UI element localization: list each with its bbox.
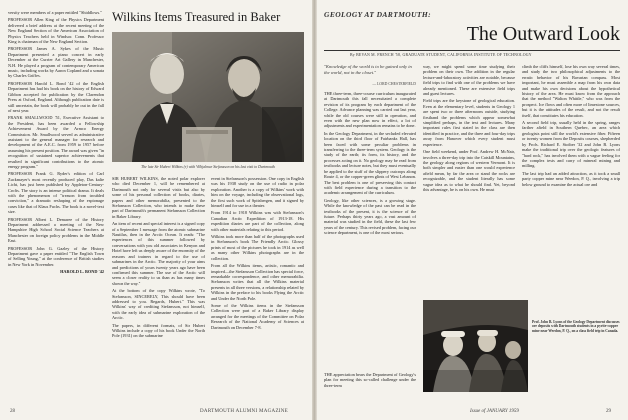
left-footer-title: DARTMOUTH ALUMNI MAGAZINE: [200, 409, 289, 414]
left-headline: Wilkins Items Treasured in Baker: [112, 10, 281, 24]
right-page-number: 29: [606, 409, 611, 414]
paragraph: versity were members of a paper entitled "Shiddlows.": [8, 10, 102, 15]
paragraph: PROFESSOR Albert L. Demaree of the History Department addressed a meeting of the New Hampshire High School Social Science Teachers at Manchester on foreign policy problems in the Middle East.: [8, 216, 104, 244]
spine-gutter: [312, 0, 317, 420]
photo-illustration: [423, 300, 528, 392]
right-column-1: [324, 91, 416, 397]
epigraph-attribution: — LORD CHESTERFIELD: [372, 82, 416, 86]
left-column-3: [211, 176, 304, 398]
right-column-2: [423, 64, 515, 296]
author-signoff: HAROLD L. BOND '42: [60, 269, 104, 275]
paragraph: The papers, in different formats, of Sir Hubert Wilkins include a copy of his book Under the North Pole (1931) on the submarine: [112, 322, 205, 339]
paragraph: way, we might spend some time studying their problem on their own. The addition in the regular lecture-and-laboratory activities are notable, because field trips to find with one of the problems we have already mentioned. These are extensive field trips and guest lectures.: [423, 64, 515, 97]
paragraph: The last trip had an added attraction, as it took a small party copper mine near Weedon, P. Q., involving a trip below ground to examine the actual ore and: [522, 170, 620, 187]
paragraph: PROFESSOR Allen King of the Physics Department delivered a brief address at the recent meeting of the New England Section of the American Association of Physics Teachers held in Windsor. Conn. Professor King is chairman of the New England Section.: [8, 17, 104, 45]
epigraph: "Knowledge of the world is to be gained only in the world, not in the closet.": [324, 64, 412, 75]
paragraph: One field weekend, under Prof. Andrew H. McNair, involves a three-day trip into the Catskill Mountains, the geology along regions of western Vermont. It is both simpler and easier than one would experience afield mean, by far the area or stand the rocks are recognizable, and the student literally has some vague idea as to what he should find. Yet, beyond this advantage, he is on his own. He must: [423, 149, 515, 192]
paragraph: An item of recent and special interest is a signed copy of a September 1 message from the atomic submarine Nautilus, then in the Arctic Ocean. It reads: "The experiences of this summer followed by conversations with you old associates in Kenyon and Hotel have left us deeply aware of the enormity of the reasons and trainers in regard to the use of submarines in the Arctic. The majority of your aims and predictions of yours twenty years ago have been confirmed this summer. The use of the Arctic will seem a closer reality to us than as has many times shown the way.": [112, 221, 205, 286]
title-rule: [324, 50, 620, 51]
right-photo-caption: Prof. John B. Lyons of the Geology Department discusses ore deposits with Dartmouth students in a pyrite-copper mine near Weedon, P. Q., on a class field trip in Canada.: [532, 320, 620, 333]
right-footer-title: Issue of JANUARY 1959: [470, 409, 519, 414]
paragraph: FRANK SMALLWOOD '51, Executive Assistant to the President, has been awarded a Fellowship Achievement Award by the Armco Energy Commission. Mr. Smallwood served as administrative assistant to the general manager for research and development of the A.E.C. from 1959 to 1957 before assuming his present position. The award was given "in recognition of sustained superior achievements that resulted in significant contributions to the atomic energy program.": [8, 115, 104, 169]
left-page-number: 28: [10, 409, 15, 414]
paragraph: At the bottom of the copy Wilkins wrote, "To Stefansson, SINCERELY, This should have been addressed to you. Regards, Hubert." This was Wilkins' way of crediting Stefansson, not himself, with the early idea of submarine exploration of the Arctic.: [112, 288, 205, 321]
right-column-3: [522, 64, 620, 296]
article-title: The Outward Look: [466, 23, 620, 45]
paragraph: PROFESSOR Harold L. Bond '42 of the English Department has had his book on the history of Edward Gibbon accepted for publication by the Clarendon Press at Oxford, England. Although publication date is still uncertain, the book will probably be out in the fall of next year.: [8, 80, 104, 113]
paragraph: climb the cliffs himself, lose his own way several times, and study the two philosophical adjustments to the erratic behavior of his Bavarian compass. Most important, he must assemble a map from his own data and make his own decisions about the hypothetical history of the area. He must know from the approach that the method "Walton Whittle," who was from the prospect. Ice flows and often more of limestone sources, but it is the attitudes of the result, and not the result itself, that constitutes his education.: [522, 64, 620, 118]
paragraph: Wilkins took more than half of the photographs used in Stefansson's book The Friendly Arctic. Glossy prints of most of the pictures he took in 1914 as well as many other Wilkins photographs are in the collection.: [211, 234, 304, 261]
left-column-2: [112, 176, 205, 398]
paragraph: PROFESSOR John G. Gazley of the History Department gave a paper entitled "The English Town of Selling Young," at the conference of British studies in New York in November.: [8, 245, 104, 267]
paragraph: SIR HUBERT WILKINS, the noted polar explorer who died December 1, will be remembered at Dartmouth not only for several visits but also by some of his personal collection of books, diaries, papers and other memorabilia, presented to the Stefansson Collection, who intends to make these part of Dartmouth's permanent Stefansson Collection in Baker Library.: [112, 176, 205, 219]
right-column-bottom: [423, 394, 424, 395]
paragraph: PROFESSOR James A. Sykes of the Music Department presented a piano concert in early December at the Currier Art Gallery in Manchester, N.H. He played a program of contemporary American music, including works by Aaron Copland and a sonata by Charles Griffes.: [8, 46, 104, 79]
paragraph: event in Stefansson's possession. One copy in English was his 1938 study on the use of radio in polar exploration. Another is a copy of Wilkins' work with him on the voyage, including the observational logs, the first such work of Spitsbergen, and it signed by himself and for use in a theater.: [211, 176, 304, 209]
article-byline: By BEVAN M. FRENCH '58, GRADUATE STUDENT, CALIFORNIA INSTITUTE OF TECHNOLOGY: [350, 53, 532, 57]
wilkins-stefansson-photo: [112, 32, 304, 162]
photo-illustration: [112, 32, 304, 162]
paragraph: Geology, like other sciences, is a growing stage. While the knowledge of the past can be read in the textbooks of the present, it is the science of the future. Perhaps thirty years ago, a vast amount of material was studied in the field, these the last few years of the century. This revised problem, facing our science department, is one of the most serious.: [324, 197, 416, 236]
paragraph: In the Geology Department, in the secluded elevated location on the third floor of Fairbanks Hall, has been faced with some peculiar problems in transferring to the three-term system. Geology is the study of the earth; its form, its history, and the processes acting on it. No geology may be read from textbooks and lecture notes, but they must eventually be applied to the stuff of the slippery outcrops along Route 4, or the copper-green glints of West Lebanon. The best problem is one of preserving this contact with field experience during a transition to the academic arrangement of the curriculum.: [324, 130, 416, 196]
mine-field-trip-photo: [423, 300, 528, 392]
paragraph: Field trips are the keystone of geological education. Even at the elementary level, students in Geology 1 are spent two or three afternoons outside, studying firsthand the problems which appear somewhat simplified perhaps, in the text and lectures. Many important rules first stated in the class are then identified in practice, and the three and four-day trips away from Hanover which every student must experience.: [423, 98, 515, 147]
paragraph: THE appreciation bears the Department of Geology's plan for meeting this so-called challenge under the three-term: [324, 372, 416, 388]
paragraph: From all the Wilkins items, artistic, romantic and inspired—the Stefansson Collection has special force, remarkable correspondence, and other memorabilia. Stefansson writes that all the Wilkins material presents in all three versions, a relationship related by Wilkins in the preface to his books Flying the Arctic and Under the North Pole.: [211, 263, 304, 301]
right-column-1-continuation: [324, 372, 416, 398]
section-kicker: GEOLOGY AT DARTMOUTH:: [324, 10, 432, 19]
paragraph: PROFESSOR Frank G. Ryder's edition of Carl Zuckmayer's most recently produced play, Das kalte Licht, has just been published by Appleton-Century-Crofts. The story is an intense political drama. It deals with the phenomenon of "treason from troubled conviction," a dramatic reshaping of the espionage cases like that of Klaus Fuchs. The book is a novel-text size.: [8, 171, 104, 215]
paragraph: From 1914 to 1918 Wilkins was with Stefansson's Canadian Arctic Expedition of 1913-18. His expedition diaries are part of the collection, along with other materials relating to this period.: [211, 210, 304, 232]
paragraph: Some of the Wilkins items in the Stefansson Collection were part of a Baker Library display arranged for the meetings of the Committee on Polar Research of the National Academy of Sciences at Dartmouth on December 7-8.: [211, 302, 304, 330]
paragraph: A second field trip, usually held in the spring, ranges farther afield in Southern Quebec, an area which geologists point still the world's extensive fiber. Fifteen or twenty women from the Deposits courses, shepherded by Profs. Richard E. Stoiber '32 and John B. Lyons make the traditional trip over the geologic features of "hard rock," has involved them with a vague feeling for the complex tests and carry of mineral mining and milling.: [522, 120, 620, 169]
paragraph: THE three-term, three-course curriculum inaugurated at Dartmouth this fall necessitated a complete revision of its program by each department of the College. Advance planning was carried out last year, while the old courses were still in operation, and even with the new plan now in effect, a lot of adjustments and experimentation remains to be done.: [324, 91, 416, 129]
left-column-1: [8, 10, 104, 398]
left-photo-caption: The late Sir Hubert Wilkins (r) with Vilhjalmur Stefansson on his last visit to Dartmouth: [141, 165, 275, 169]
